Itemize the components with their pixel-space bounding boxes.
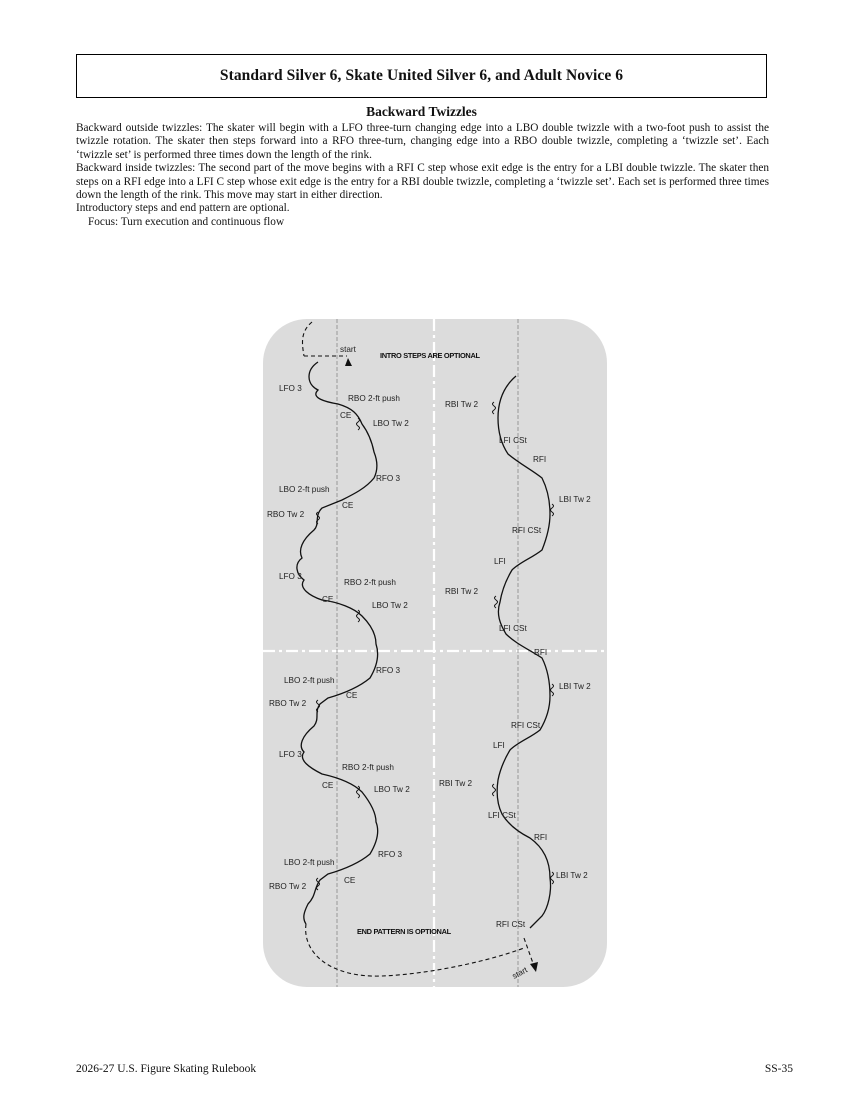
label-lfo3-2: LFO 3 bbox=[279, 572, 302, 581]
label-rbo-tw2-1: RBO Tw 2 bbox=[267, 510, 305, 519]
intro-note: INTRO STEPS ARE OPTIONAL bbox=[380, 351, 480, 360]
label-ce-5: CE bbox=[322, 781, 334, 790]
footer-rulebook: 2026-27 U.S. Figure Skating Rulebook bbox=[76, 1063, 257, 1075]
label-rbo-push-3: RBO 2-ft push bbox=[342, 763, 394, 772]
title-box bbox=[76, 54, 767, 98]
label-rbi-tw2-1: RBI Tw 2 bbox=[445, 400, 479, 409]
page-title: Standard Silver 6, Skate United Silver 6, and Adult Novice 6 bbox=[219, 67, 624, 84]
label-lfo3-1: LFO 3 bbox=[279, 384, 302, 393]
label-rfi-3: RFI bbox=[534, 833, 548, 842]
label-rfi-cst-3: RFI CSt bbox=[496, 920, 526, 929]
label-ce-6: CE bbox=[344, 876, 356, 885]
label-lfo3-3: LFO 3 bbox=[279, 750, 302, 759]
label-rfo3-1: RFO 3 bbox=[376, 474, 401, 483]
label-lbi-tw2-3: LBI Tw 2 bbox=[556, 871, 588, 880]
rink-diagram bbox=[262, 318, 608, 988]
label-lbi-tw2-2: LBI Tw 2 bbox=[559, 682, 591, 691]
label-rbo-tw2-2: RBO Tw 2 bbox=[269, 699, 307, 708]
label-lfi-cst-1: LFI CSt bbox=[499, 436, 527, 445]
label-ce-3: CE bbox=[322, 595, 334, 604]
label-lbo-push-1: LBO 2-ft push bbox=[279, 485, 330, 494]
label-lbo-tw2-2: LBO Tw 2 bbox=[372, 601, 408, 610]
pattern-diagram bbox=[262, 318, 608, 988]
label-lbi-tw2-1: LBI Tw 2 bbox=[559, 495, 591, 504]
label-lbo-push-3: LBO 2-ft push bbox=[284, 858, 335, 867]
label-rbo-push-2: RBO 2-ft push bbox=[344, 578, 396, 587]
label-rfi-cst-2: RFI CSt bbox=[511, 721, 541, 730]
label-lfi-cst-2: LFI CSt bbox=[499, 624, 527, 633]
label-lbo-tw2-1: LBO Tw 2 bbox=[373, 419, 409, 428]
label-rfi-2: RFI bbox=[534, 648, 548, 657]
paragraph-optional: Introductory steps and end pattern are optional. bbox=[76, 202, 290, 215]
label-rfi-cst-1: RFI CSt bbox=[512, 526, 542, 535]
label-ce-2: CE bbox=[342, 501, 354, 510]
paragraph-outside-twizzles: Backward outside twizzles: The skater will begin with a LFO three-turn changing edge into a LBO double twizzle with a two-foot push to assist the twizzle rotation. The skater then steps forward into a RFO three-turn, changing edge into a RBO double twizzle, completing a ‘twizzle set’. Each ‘twizzle set’ is performed three times down the length of the rink. bbox=[76, 122, 769, 161]
section-heading: Backward Twizzles bbox=[366, 104, 477, 119]
label-rbi-tw2-2: RBI Tw 2 bbox=[445, 587, 479, 596]
label-rfi-1: RFI bbox=[533, 455, 547, 464]
label-rbo-tw2-3: RBO Tw 2 bbox=[269, 882, 307, 891]
label-rfo3-3: RFO 3 bbox=[378, 850, 403, 859]
label-lfi-2: LFI bbox=[493, 741, 505, 750]
label-lbo-push-2: LBO 2-ft push bbox=[284, 676, 335, 685]
label-ce-1: CE bbox=[340, 411, 352, 420]
label-rbo-push-1: RBO 2-ft push bbox=[348, 394, 400, 403]
label-rfo3-2: RFO 3 bbox=[376, 666, 401, 675]
paragraph-inside-twizzles: Backward inside twizzles: The second part of the move begins with a RFI C step whose exit edge is the entry for a LBI double twizzle. The skater then steps on a RFI edge into a LFI C step whose exit edge is the entry for a RBI double twizzle, completing a ‘twizzle set’. Each set is performed three times down the length of the rink. This move may start in either direction. bbox=[76, 162, 769, 202]
paragraph-focus: Focus: Turn execution and continuous flow bbox=[88, 215, 285, 228]
label-lbo-tw2-3: LBO Tw 2 bbox=[374, 785, 410, 794]
label-ce-4: CE bbox=[346, 691, 358, 700]
start-label-bottom: start bbox=[510, 965, 530, 981]
label-lfi-1: LFI bbox=[494, 557, 506, 566]
footer-page-number: SS-35 bbox=[764, 1063, 793, 1075]
label-lfi-cst-3: LFI CSt bbox=[488, 811, 516, 820]
start-label-top: start bbox=[340, 345, 356, 354]
end-note: END PATTERN IS OPTIONAL bbox=[357, 927, 451, 936]
section-body bbox=[76, 122, 769, 229]
label-rbi-tw2-3: RBI Tw 2 bbox=[439, 779, 473, 788]
